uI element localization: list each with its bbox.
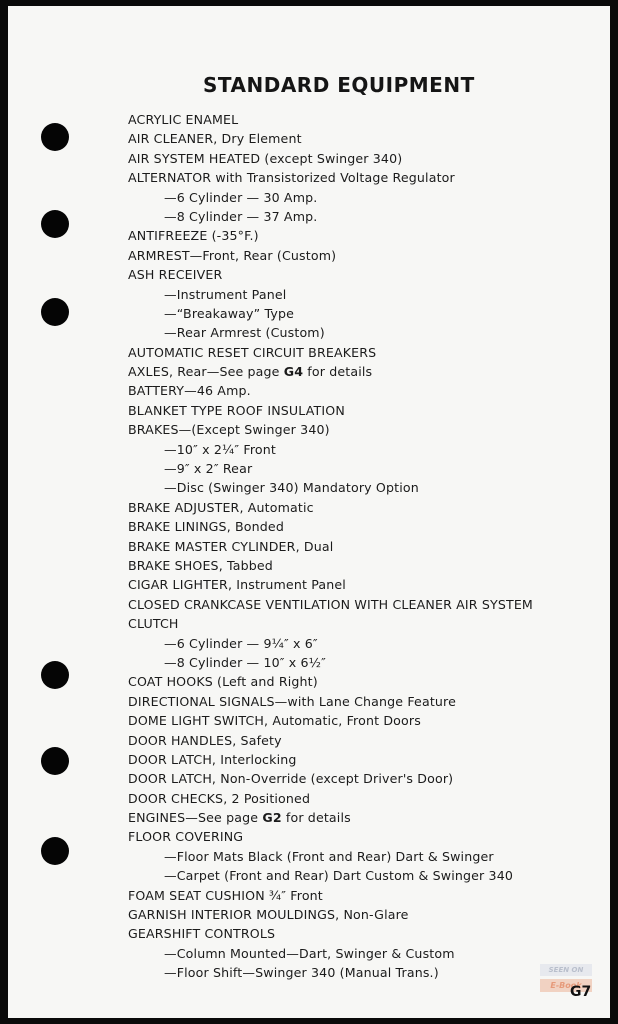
binder-hole — [41, 123, 69, 151]
list-item: AXLES, Rear—See page G4 for details — [128, 364, 373, 380]
list-item: BRAKE SHOES, Tabbed — [128, 557, 273, 573]
list-subitem: —“Breakaway” Type — [164, 305, 294, 321]
binder-hole — [41, 298, 69, 326]
list-item: ACRYLIC ENAMEL — [128, 112, 239, 127]
list-subitem: —Rear Armrest (Custom) — [164, 325, 325, 341]
document-page — [8, 6, 610, 1018]
list-subitem: —9″ x 2″ Rear — [164, 461, 253, 477]
list-subitem: —Column Mounted—Dart, Swinger & Custom — [164, 945, 455, 961]
list-subitem: —6 Cylinder — 9¼″ x 6″ — [164, 635, 318, 651]
page-reference: G4 — [283, 364, 304, 380]
list-item: AIR CLEANER, Dry Element — [128, 131, 302, 147]
list-subitem: —6 Cylinder — 30 Amp. — [164, 189, 318, 205]
list-item: AIR SYSTEM HEATED (except Swinger 340) — [128, 150, 403, 166]
watermark-top: SEEN ON — [540, 964, 592, 976]
list-subitem: —8 Cylinder — 10″ x 6½″ — [164, 654, 326, 670]
list-subitem: —8 Cylinder — 37 Amp. — [164, 208, 318, 224]
binder-hole — [41, 661, 69, 689]
list-item: ENGINES—See page G2 for details — [128, 810, 351, 826]
list-subitem: —Instrument Panel — [164, 286, 287, 302]
list-item: DOME LIGHT SWITCH, Automatic, Front Doors — [128, 713, 421, 729]
list-subitem: —Disc (Swinger 340) Mandatory Option — [164, 480, 419, 496]
list-item: COAT HOOKS (Left and Right) — [128, 674, 318, 690]
list-item: BRAKES—(Except Swinger 340) — [128, 422, 330, 438]
page-reference: G2 — [262, 810, 282, 826]
list-item: BATTERY—46 Amp. — [128, 383, 251, 399]
list-subitem: —10″ x 2¼″ Front — [164, 441, 276, 457]
list-item: ASH RECEIVER — [128, 267, 223, 283]
list-item: BRAKE MASTER CYLINDER, Dual — [128, 538, 334, 554]
list-item: ANTIFREEZE (-35°F.) — [128, 228, 259, 244]
binder-hole — [41, 210, 69, 238]
list-item: CIGAR LIGHTER, Instrument Panel — [128, 577, 346, 593]
list-item: DOOR LATCH, Non-Override (except Driver's Door) — [128, 771, 454, 787]
list-item: BRAKE ADJUSTER, Automatic — [128, 499, 314, 515]
list-item: DOOR HANDLES, Safety — [128, 732, 282, 748]
list-subitem: —Carpet (Front and Rear) Dart Custom & Swinger 340 — [164, 868, 514, 884]
page-title: STANDARD EQUIPMENT — [203, 73, 475, 97]
list-item: ALTERNATOR with Transistorized Voltage Regulator — [128, 170, 455, 186]
list-item: DIRECTIONAL SIGNALS—with Lane Change Feature — [128, 693, 456, 709]
list-item: FLOOR COVERING — [128, 829, 244, 845]
binder-hole — [41, 837, 69, 865]
binder-hole — [41, 747, 69, 775]
list-item: FOAM SEAT CUSHION ¾″ Front — [128, 887, 323, 903]
equipment-list — [128, 110, 603, 983]
list-subitem: —Floor Mats Black (Front and Rear) Dart & Swinger — [164, 848, 494, 864]
list-subitem: —Floor Shift—Swinger 340 (Manual Trans.) — [164, 965, 439, 981]
list-item: DOOR LATCH, Interlocking — [128, 751, 297, 767]
list-item: CLOSED CRANKCASE VENTILATION WITH CLEANER AIR SYSTEM — [128, 596, 533, 612]
list-item: BRAKE LININGS, Bonded — [128, 519, 284, 535]
page-number: G7 — [570, 984, 592, 1000]
list-item: CLUTCH — [128, 616, 179, 632]
list-item: GEARSHIFT CONTROLS — [128, 926, 276, 942]
list-item: GARNISH INTERIOR MOULDINGS, Non-Glare — [128, 907, 409, 923]
list-item: AUTOMATIC RESET CIRCUIT BREAKERS — [128, 344, 377, 360]
list-item: ARMREST—Front, Rear (Custom) — [128, 247, 337, 263]
list-item: BLANKET TYPE ROOF INSULATION — [128, 402, 345, 418]
list-item: DOOR CHECKS, 2 Positioned — [128, 790, 311, 806]
watermark-bottom: E-Book — [540, 979, 592, 992]
